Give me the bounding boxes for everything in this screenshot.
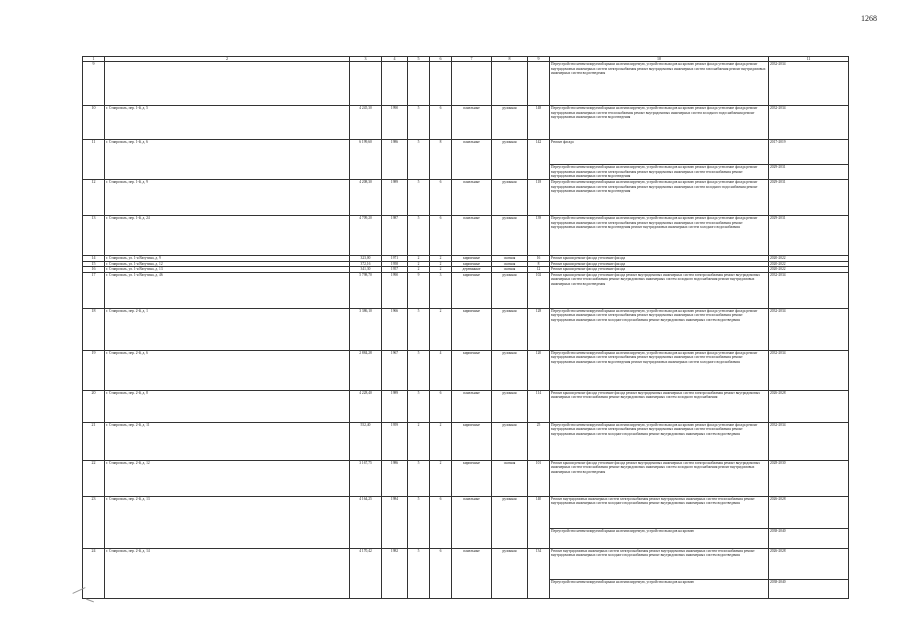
- table-row: [83, 62, 849, 106]
- table-body: [83, 62, 849, 599]
- area-cell: 552,40: [350, 422, 382, 460]
- work-description: Переустройство невентилируемой крыши на вентилируемую, устройство выходов на кровлю ремонт фасада утепление фасада ремонт внутридомовых инженерных систем теплоснабжения ремонт внутридомовых инженерных систем холодного водоснабжения ремонт внутридомовых инженерных систем водоотведения: [551, 106, 758, 120]
- entrances-cell: 2: [430, 267, 452, 273]
- work-period: 2032-2034: [770, 422, 786, 427]
- entrances-cell: [430, 62, 452, 106]
- work-period: 2029-2031: [770, 216, 786, 220]
- year-cell: 1990: [382, 272, 408, 308]
- period-cell: [769, 272, 849, 308]
- wall-material-cell: панельные: [452, 216, 492, 256]
- year-cell: 1986: [382, 140, 408, 180]
- roof-type-cell: рулонная: [492, 548, 528, 598]
- work-description: Переустройство невентилируемой крыши на вентилируемую, устройство выходов на кровлю ремонт фасада утепление фасада ремонт внутридомовых инженерных систем электроснабжения ремонт внутридомовых инженерных систем теплоснабжения ремонт внутридомовых инженерных систем водоотведения ремонт внутридомовых инженерных систем холодного водоснабжения: [551, 350, 758, 364]
- floors-cell: [408, 62, 430, 106]
- works-cell: [550, 350, 769, 390]
- floors-cell: 5: [408, 390, 430, 422]
- column-header: 10: [550, 57, 769, 62]
- row-number-cell: 20: [83, 390, 105, 422]
- roof-type-cell: [492, 62, 528, 106]
- wall-material-cell: кирпичные: [452, 350, 492, 390]
- works-cell: [550, 390, 769, 422]
- area-cell: 3 386,10: [350, 308, 382, 350]
- area-cell: 4 245,30: [350, 106, 382, 140]
- column-header: 2: [105, 57, 350, 62]
- work-period: 2029-2031: [769, 164, 848, 170]
- entrances-cell: 8: [430, 140, 452, 180]
- address-cell: г. Ставрополь, ул. 1-я Ватутина, д. 46: [105, 272, 350, 308]
- row-number-cell: 19: [83, 350, 105, 390]
- work-period: 2032-2034: [770, 106, 786, 110]
- floors-cell: 2: [408, 256, 430, 262]
- row-number-cell: 14: [83, 256, 105, 262]
- wall-material-cell: кирпичные: [452, 422, 492, 460]
- address-cell: г. Ставрополь, пер. 2-й, д. 8: [105, 390, 350, 422]
- period-cell: [769, 460, 849, 496]
- work-description: Ремонт крыши ремонт фасада утепление фасада ремонт внутридомовых инженерных систем электроснабжения ремонт внутридомовых инженерных систем теплоснабжения ремонт внутридомовых инженерных систем холодного водоснабжения: [551, 390, 760, 400]
- period-cell: [769, 308, 849, 350]
- entrances-cell: 3: [430, 272, 452, 308]
- entrances-cell: 4: [430, 350, 452, 390]
- flats-cell: 118: [528, 180, 550, 216]
- row-number-cell: 16: [83, 267, 105, 273]
- works-cell: [550, 272, 769, 308]
- floors-cell: 5: [408, 140, 430, 180]
- address-cell: г. Ставрополь, пер. 1-й, д. 24: [105, 216, 350, 256]
- housing-repair-table: [82, 56, 849, 599]
- entrances-cell: 6: [430, 496, 452, 548]
- wall-material-cell: кирпичные: [452, 261, 492, 267]
- period-cell: [769, 62, 849, 106]
- work-period: 2026-2028: [770, 548, 786, 553]
- work-period: 2029-2031: [770, 180, 786, 184]
- work-period: 2032-2034: [770, 62, 786, 66]
- period-cell: [769, 350, 849, 390]
- wall-material-cell: деревянные: [452, 267, 492, 273]
- period-cell: [769, 216, 849, 256]
- work-description: Ремонт крыши ремонт фасада утепление фасада: [551, 256, 626, 260]
- row-number-cell: 13: [83, 216, 105, 256]
- address-cell: [105, 62, 350, 106]
- work-description: Переустройство невентилируемой крыши на вентилируемую, устройство выходов на кровлю ремонт фасада утепление фасада ремонт внутридомовых инженерных систем электроснабжения ремонт внутридомовых инженерных систем холодного водоснабжения ремонт внутридомовых инженерных систем водоотведения: [551, 180, 758, 194]
- table-row: [83, 106, 849, 140]
- work-period: 2020-2022: [770, 256, 786, 260]
- works-cell: [550, 308, 769, 350]
- works-cell: [550, 140, 769, 180]
- table-row: [83, 308, 849, 350]
- work-description: Ремонт внутридомовых инженерных систем электроснабжения ремонт внутридомовых инженерных систем теплоснабжения ремонт внутридомовых инженерных систем холодного водоснабжения ремонт внутридомовых инженерных систем водоотведения: [551, 548, 755, 558]
- flats-cell: 140: [528, 496, 550, 548]
- column-header: 5: [408, 57, 430, 62]
- work-period: 2038-2040: [769, 528, 848, 534]
- table-row: [83, 548, 849, 598]
- row-number-cell: 11: [83, 140, 105, 180]
- work-period: 2017-2019: [770, 140, 786, 144]
- entrances-cell: 2: [430, 422, 452, 460]
- address-cell: г. Ставрополь, пер. 2-й, д. 11: [105, 422, 350, 460]
- flats-cell: 134: [528, 548, 550, 598]
- floors-cell: 5: [408, 106, 430, 140]
- flats-cell: 139: [528, 216, 550, 256]
- wall-material-cell: [452, 62, 492, 106]
- year-cell: 1958: [382, 261, 408, 267]
- entrances-cell: 2: [430, 460, 452, 496]
- year-cell: 1957: [382, 267, 408, 273]
- floors-cell: 9: [408, 272, 430, 308]
- flats-cell: [528, 62, 550, 106]
- floors-cell: 5: [408, 460, 430, 496]
- roof-type-cell: рулонная: [492, 422, 528, 460]
- floors-cell: 2: [408, 267, 430, 273]
- address-cell: г. Ставрополь, пер. 2-й, д. 1: [105, 308, 350, 350]
- year-cell: 1967: [382, 350, 408, 390]
- roof-type-cell: рулонная: [492, 496, 528, 548]
- work-description: Ремонт крыши ремонт фасада утепление фасада: [551, 261, 626, 266]
- area-cell: 323,00: [350, 256, 382, 262]
- works-cell: [550, 460, 769, 496]
- entrances-cell: 6: [430, 216, 452, 256]
- period-cell: [769, 180, 849, 216]
- entrances-cell: 6: [430, 390, 452, 422]
- flats-cell: 142: [528, 140, 550, 180]
- work-description: Переустройство невентилируемой крыши на вентилируемую, устройство выходов на кровлю: [550, 528, 768, 534]
- margin-mark: [86, 599, 94, 603]
- area-cell: 341,30: [350, 267, 382, 273]
- column-header: 6: [430, 57, 452, 62]
- year-cell: 1971: [382, 256, 408, 262]
- year-cell: 1982: [382, 548, 408, 598]
- wall-material-cell: панельные: [452, 140, 492, 180]
- works-cell: [550, 496, 769, 548]
- work-description: Ремонт внутридомовых инженерных систем электроснабжения ремонт внутридомовых инженерных систем теплоснабжения ремонт внутридомовых инженерных систем холодного водоснабжения ремонт внутридомовых инженерных систем водоотведения: [551, 496, 755, 506]
- address-cell: г. Ставрополь, пер. 1-й, д. 9: [105, 180, 350, 216]
- wall-material-cell: панельные: [452, 180, 492, 216]
- row-number-cell: 21: [83, 422, 105, 460]
- year-cell: 1989: [382, 180, 408, 216]
- table-row: [83, 350, 849, 390]
- row-number-cell: 12: [83, 180, 105, 216]
- works-cell: [550, 106, 769, 140]
- row-number-cell: 23: [83, 496, 105, 548]
- row-number-cell: 17: [83, 272, 105, 308]
- work-period: 2038-2040: [769, 579, 848, 585]
- area-cell: 5 798,70: [350, 272, 382, 308]
- works-cell: [550, 548, 769, 598]
- floors-cell: 5: [408, 308, 430, 350]
- wall-material-cell: кирпичные: [452, 256, 492, 262]
- address-cell: г. Ставрополь, пер. 2-й, д. 12: [105, 460, 350, 496]
- works-cell: [550, 62, 769, 106]
- period-cell: [769, 548, 849, 598]
- roof-type-cell: рулонная: [492, 106, 528, 140]
- year-cell: 1990: [382, 106, 408, 140]
- wall-material-cell: кирпичные: [452, 272, 492, 308]
- row-number-cell: 15: [83, 261, 105, 267]
- work-description: Ремонт крыши ремонт фасада утепление фасада ремонт внутридомовых инженерных систем электроснабжения ремонт внутридомовых инженерных систем теплоснабжения ремонт внутридомовых инженерных систем холодного водоснабжения ремонт внутридомовых инженерных систем водоотведения: [551, 460, 760, 474]
- work-period: 2020-2022: [770, 267, 786, 272]
- wall-material-cell: кирпичные: [452, 460, 492, 496]
- table-row: [83, 180, 849, 216]
- area-cell: 3 167,75: [350, 460, 382, 496]
- work-description: Ремонт фасада: [551, 140, 574, 144]
- area-cell: 6 199,60: [350, 140, 382, 180]
- row-number-cell: 9: [83, 62, 105, 106]
- address-cell: г. Ставрополь, пер. 2-й, д. 14: [105, 548, 350, 598]
- address-cell: г. Ставрополь, пер. 1-й, д. 5: [105, 106, 350, 140]
- area-cell: 4 170,42: [350, 548, 382, 598]
- column-header: 11: [769, 57, 849, 62]
- wall-material-cell: панельные: [452, 390, 492, 422]
- roof-type-cell: скатная: [492, 256, 528, 262]
- year-cell: 1986: [382, 460, 408, 496]
- floors-cell: 5: [408, 548, 430, 598]
- flats-cell: 25: [528, 422, 550, 460]
- table-row: [83, 422, 849, 460]
- entrances-cell: 6: [430, 106, 452, 140]
- area-cell: 4 709,20: [350, 216, 382, 256]
- column-header: 3: [350, 57, 382, 62]
- roof-type-cell: рулонная: [492, 350, 528, 390]
- wall-material-cell: панельные: [452, 496, 492, 548]
- work-period: 2032-2034: [770, 272, 786, 277]
- area-cell: 4 208,30: [350, 180, 382, 216]
- work-period: 2020-2022: [770, 261, 786, 266]
- roof-type-cell: скатная: [492, 460, 528, 496]
- roof-type-cell: скатная: [492, 261, 528, 267]
- floors-cell: 5: [408, 496, 430, 548]
- roof-type-cell: рулонная: [492, 272, 528, 308]
- year-cell: 1984: [382, 496, 408, 548]
- wall-material-cell: панельные: [452, 548, 492, 598]
- floors-cell: 2: [408, 422, 430, 460]
- address-cell: г. Ставрополь, пер. 1-й, д. 6: [105, 140, 350, 180]
- column-header: 7: [452, 57, 492, 62]
- row-number-cell: 22: [83, 460, 105, 496]
- row-number-cell: 10: [83, 106, 105, 140]
- address-cell: г. Ставрополь, пер. 2-й, д. 13: [105, 496, 350, 548]
- roof-type-cell: рулонная: [492, 308, 528, 350]
- address-cell: г. Ставрополь, ул. 1-я Ватутина, д. 9: [105, 256, 350, 262]
- area-cell: 4 164,25: [350, 496, 382, 548]
- row-number-cell: 18: [83, 308, 105, 350]
- work-period: 2026-2028: [770, 390, 786, 395]
- column-header: 9: [528, 57, 550, 62]
- address-cell: г. Ставрополь, пер. 2-й, д. 6: [105, 350, 350, 390]
- works-cell: [550, 422, 769, 460]
- area-cell: 2 884,28: [350, 350, 382, 390]
- entrances-cell: 2: [430, 261, 452, 267]
- work-period: 2032-2034: [770, 308, 786, 313]
- table-row: [83, 272, 849, 308]
- work-description: Переустройство невентилируемой крыши на вентилируемую, устройство выходов на кровлю ремонт фасада утепление фасада ремонт внутридомовых инженерных систем электроснабжения ремонт внутридомовых инженерных систем теплоснабжения ремонт внутридомовых инженерных систем водоотведения: [550, 164, 768, 179]
- entrances-cell: 6: [430, 548, 452, 598]
- wall-material-cell: кирпичные: [452, 308, 492, 350]
- table-row: [83, 460, 849, 496]
- flats-cell: 128: [528, 308, 550, 350]
- flats-cell: 8: [528, 261, 550, 267]
- year-cell: [382, 62, 408, 106]
- flats-cell: 102: [528, 272, 550, 308]
- entrances-cell: 2: [430, 308, 452, 350]
- area-cell: [350, 62, 382, 106]
- area-cell: 372,16: [350, 261, 382, 267]
- flats-cell: 120: [528, 350, 550, 390]
- flats-cell: 148: [528, 106, 550, 140]
- column-header: 1: [83, 57, 105, 62]
- period-cell: [769, 496, 849, 548]
- work-description: Ремонт крыши ремонт фасада утепление фасада: [551, 267, 626, 272]
- table-row: [83, 390, 849, 422]
- roof-type-cell: рулонная: [492, 390, 528, 422]
- column-header: 8: [492, 57, 528, 62]
- floors-cell: 5: [408, 350, 430, 390]
- work-description: Ремонт крыши ремонт фасада утепление фасада ремонт внутридомовых инженерных систем электроснабжения ремонт внутридомовых инженерных систем теплоснабжения ремонт внутридомовых инженерных систем холодного водоснабжения ремонт внутридомовых инженерных систем водоотведения: [551, 272, 760, 286]
- flats-cell: 16: [528, 256, 550, 262]
- work-description: Переустройство невентилируемой крыши на вентилируемую, устройство выходов на кровлю: [550, 579, 768, 585]
- works-cell: [550, 180, 769, 216]
- year-cell: 1987: [382, 216, 408, 256]
- work-period: 2032-2034: [770, 350, 786, 355]
- address-cell: г. Ставрополь, ул. 1-я Ватутина, д. 13: [105, 267, 350, 273]
- period-cell: [769, 390, 849, 422]
- table-row: [83, 140, 849, 180]
- year-cell: 1989: [382, 390, 408, 422]
- work-description: Переустройство невентилируемой крыши на вентилируемую, устройство выходов на кровлю ремонт фасада утепление фасада ремонт внутридомовых инженерных систем электроснабжения ремонт внутридомовых инженерных систем теплоснабжения ремонт внутридомовых инженерных систем холодного водоснабжения ремонт внутридомовых инженерных систем водоотведения: [551, 422, 758, 436]
- table-row: [83, 216, 849, 256]
- work-description: Переустройство невентилируемой крыши на вентилируемую, устройство выходов на кровлю ремонт фасада утепление фасада ремонт внутридомовых инженерных систем электроснабжения ремонт внутридомовых инженерных систем теплоснабжения ремонт внутридомовых инженерных систем холодного водоснабжения ремонт внутридомовых инженерных систем водоотведения: [551, 308, 758, 322]
- table-row: [83, 496, 849, 548]
- floors-cell: 5: [408, 216, 430, 256]
- wall-material-cell: панельные: [452, 106, 492, 140]
- period-cell: [769, 422, 849, 460]
- work-description: Переустройство невентилируемой крыши на вентилируемую, устройство выходов на кровлю ремонт фасада утепление фасада ремонт внутридомовых инженерных систем электроснабжения ремонт внутридомовых инженерных систем теплоснабжения ремонт внутридомовых инженерных систем водоотведения ремонт внутридомовых инженерных систем холодного водоснабжения: [551, 216, 758, 230]
- roof-type-cell: рулонная: [492, 216, 528, 256]
- period-cell: [769, 106, 849, 140]
- works-cell: [550, 216, 769, 256]
- roof-type-cell: рулонная: [492, 140, 528, 180]
- work-description: Переустройство невентилируемой крыши на вентилируемую, устройство выходов на кровлю ремонт фасада утепление фасада ремонт внутридомовых инженерных систем электроснабжения ремонт внутридомовых инженерных систем газоснабжения ремонт внутридомовых инженерных систем водоотведения: [551, 62, 766, 76]
- entrances-cell: 2: [430, 256, 452, 262]
- row-number-cell: 24: [83, 548, 105, 598]
- roof-type-cell: скатная: [492, 267, 528, 273]
- flats-cell: 114: [528, 390, 550, 422]
- floors-cell: 2: [408, 261, 430, 267]
- year-cell: 1959: [382, 422, 408, 460]
- entrances-cell: 6: [430, 180, 452, 216]
- page-number: 1268: [861, 14, 877, 23]
- period-cell: [769, 140, 849, 180]
- roof-type-cell: рулонная: [492, 180, 528, 216]
- flats-cell: 12: [528, 267, 550, 273]
- year-cell: 1966: [382, 308, 408, 350]
- address-cell: г. Ставрополь, ул. 1-я Ватутина, д. 12: [105, 261, 350, 267]
- area-cell: 4 228,40: [350, 390, 382, 422]
- work-period: 2026-2028: [770, 496, 786, 501]
- work-period: 2028-2030: [770, 460, 786, 465]
- column-header: 4: [382, 57, 408, 62]
- flats-cell: 101: [528, 460, 550, 496]
- floors-cell: 5: [408, 180, 430, 216]
